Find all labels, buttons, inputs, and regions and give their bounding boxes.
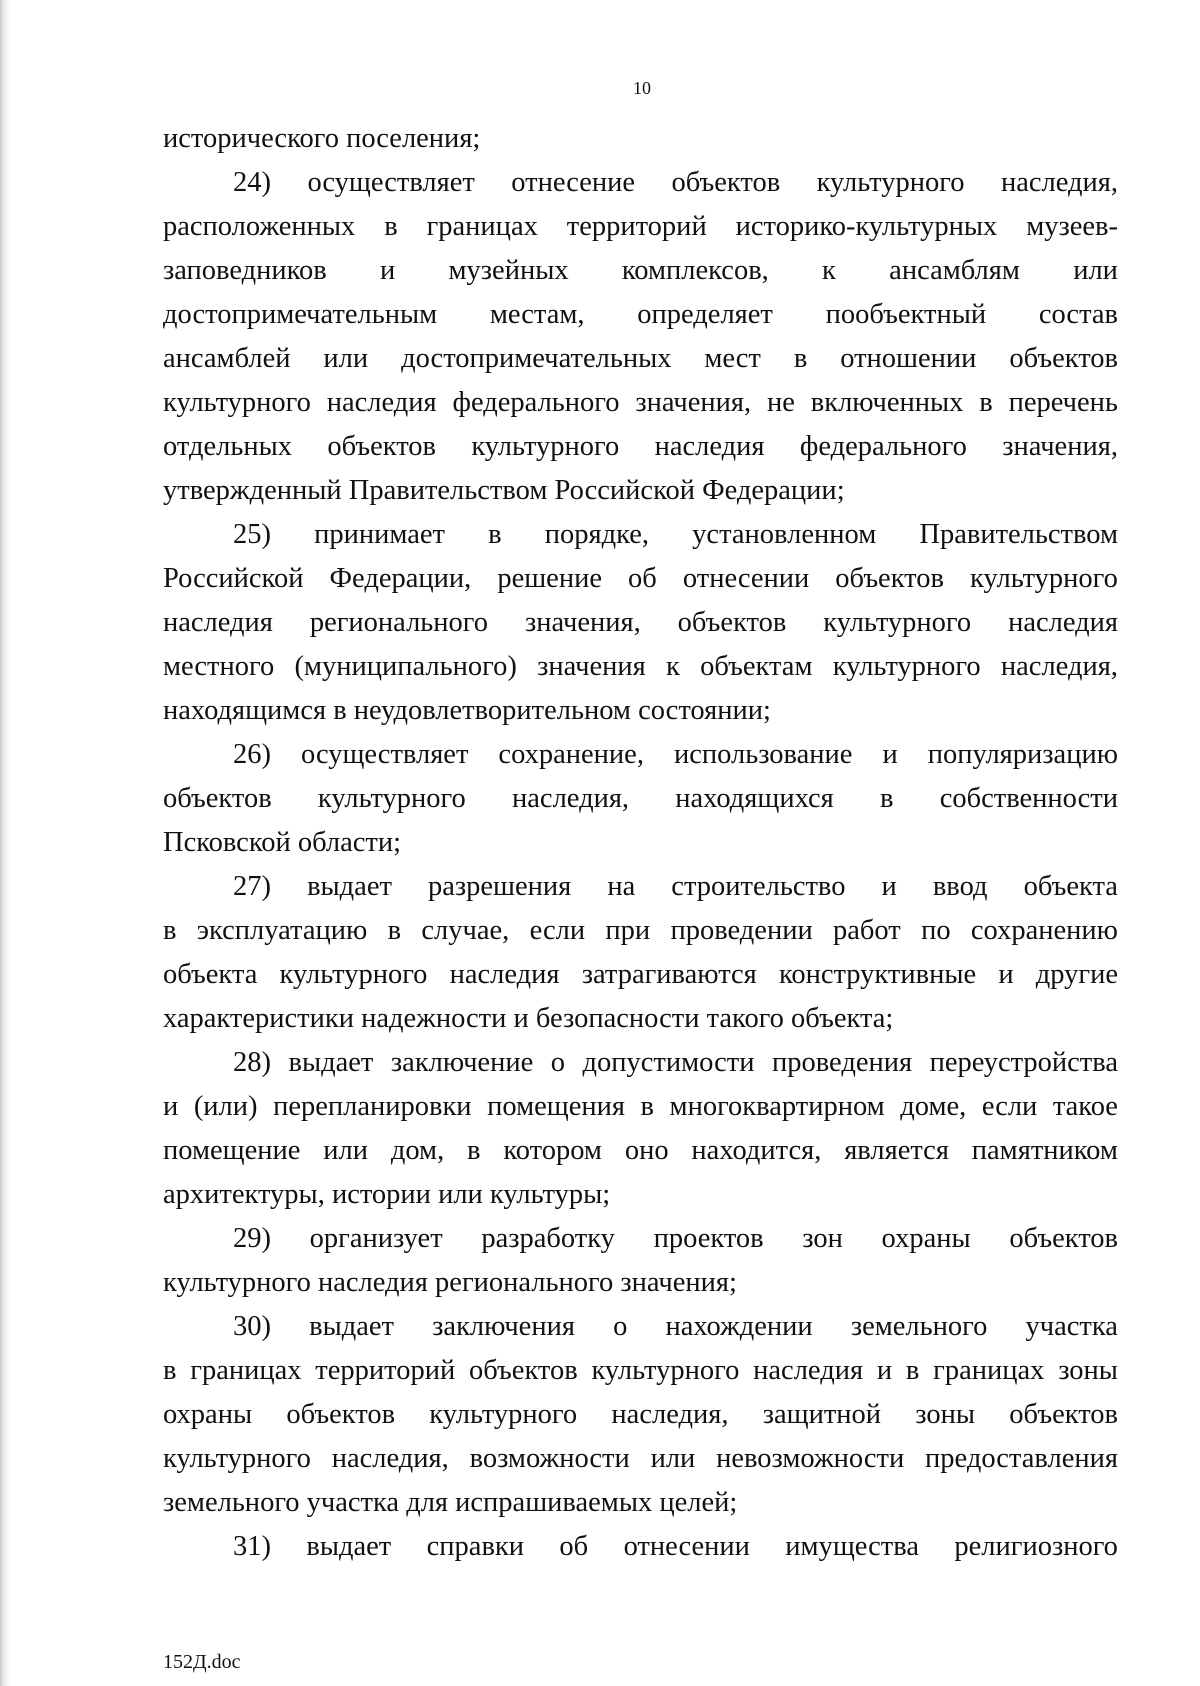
word: переустройства — [929, 1047, 1118, 1078]
word: культурного — [163, 387, 311, 418]
word: и — [163, 1091, 179, 1122]
word: доме, — [900, 1091, 967, 1122]
word: наследия — [326, 387, 437, 418]
word: об — [628, 563, 657, 594]
text-line — [163, 425, 1118, 469]
word: достопримечательным — [163, 299, 438, 330]
text-line — [163, 381, 1118, 425]
word: наследия, — [512, 783, 630, 814]
word: разрешения — [428, 871, 572, 902]
word: находится, — [691, 1135, 822, 1166]
text-line — [163, 953, 1118, 997]
text-line — [163, 293, 1118, 337]
text-line — [163, 1305, 1118, 1349]
word: если — [981, 1091, 1038, 1122]
word: и — [379, 255, 396, 286]
word: организует — [309, 1223, 443, 1254]
word: культурного — [823, 607, 972, 638]
word: выдает — [309, 1311, 395, 1342]
word: федерального — [452, 387, 620, 418]
word: заповедников — [163, 255, 327, 286]
word: Правительством — [919, 519, 1118, 550]
word: нахождении — [665, 1311, 813, 1342]
text-line — [163, 249, 1118, 293]
word: и — [881, 871, 897, 902]
scan-edge — [0, 0, 10, 1686]
word: культурного — [279, 959, 428, 990]
word: в — [793, 343, 808, 374]
word: установленном — [692, 519, 877, 550]
text-line: характеристики надежности и безопасности такого объекта; — [163, 1003, 894, 1034]
word: и — [876, 1355, 893, 1386]
word: конструктивные — [778, 959, 977, 990]
word: культурного — [816, 167, 965, 198]
word: федерального — [799, 431, 967, 462]
word: отдельных — [163, 431, 292, 462]
word: затрагиваются — [581, 959, 757, 990]
word: в — [880, 783, 894, 814]
word: случае, — [421, 915, 510, 946]
word: или — [650, 1443, 696, 1474]
word: достопримечательных — [401, 343, 672, 374]
word: музеев- — [1026, 211, 1118, 242]
word: (или) — [193, 1091, 258, 1122]
text-line: культурного наследия регионального значения; — [163, 1267, 737, 1298]
word: объектов — [677, 607, 787, 638]
text-line: исторического поселения; — [163, 123, 481, 154]
word: популяризацию — [927, 739, 1118, 770]
word: такое — [1052, 1091, 1118, 1122]
word: объектов — [671, 167, 781, 198]
word: охраны — [881, 1223, 971, 1254]
text-line — [163, 1437, 1118, 1481]
word: проведении — [670, 915, 813, 946]
word: культурного — [591, 1355, 740, 1386]
word: ансамблей — [163, 343, 291, 374]
word: перепланировки — [273, 1091, 472, 1122]
word: в — [488, 519, 502, 550]
word: объектов — [1009, 1399, 1118, 1430]
word: зон — [802, 1223, 843, 1254]
word: допустимости — [582, 1047, 755, 1078]
word: ансамблям — [889, 255, 1020, 286]
word: отнесении — [682, 563, 810, 594]
word: в — [640, 1091, 654, 1122]
word: культурного — [471, 431, 620, 462]
word: территорий — [566, 211, 707, 242]
word: музейных — [448, 255, 569, 286]
word: Федерации, — [329, 563, 472, 594]
word: объектов — [1009, 1223, 1118, 1254]
word: в — [163, 915, 177, 946]
word: эксплуатацию — [196, 915, 368, 946]
word: объектов — [286, 1399, 396, 1430]
word: в — [979, 387, 993, 418]
word: значения — [537, 651, 646, 682]
word: комплексов, — [621, 255, 769, 286]
page-number: 10 — [633, 78, 651, 98]
word: если — [529, 915, 586, 946]
word: объектов — [327, 431, 437, 462]
word: или — [323, 343, 369, 374]
word: ввод — [932, 871, 988, 902]
word: невозможности — [716, 1443, 905, 1474]
word: оно — [624, 1135, 669, 1166]
word: наследия — [753, 1355, 864, 1386]
word: и — [882, 739, 898, 770]
word: проектов — [653, 1223, 764, 1254]
word: принимает — [314, 519, 445, 550]
word: 29) — [233, 1223, 271, 1254]
word: имущества — [785, 1531, 919, 1562]
word: использование — [673, 739, 853, 770]
word: о — [613, 1311, 628, 1342]
file-name: 152Д.doc — [163, 1651, 241, 1673]
text-line — [163, 645, 1118, 689]
word: решение — [497, 563, 602, 594]
word: помещение — [163, 1135, 301, 1166]
word: в — [384, 211, 398, 242]
word: разработку — [481, 1223, 615, 1254]
text-line — [163, 1217, 1118, 1261]
word: в — [163, 1355, 177, 1386]
word: и — [998, 959, 1014, 990]
text-line — [163, 733, 1118, 777]
text-line: находящимся в неудовлетворительном состоянии; — [163, 695, 771, 726]
word: наследия — [449, 959, 560, 990]
word: религиозного — [954, 1531, 1118, 1562]
word: в — [387, 915, 402, 946]
word: пообъектный — [825, 299, 987, 330]
word: на — [607, 871, 636, 902]
word: наследия, — [1000, 167, 1118, 198]
word: по — [921, 915, 951, 946]
word: о — [550, 1047, 565, 1078]
word: проведения — [772, 1047, 913, 1078]
word: культурного — [317, 783, 466, 814]
word: границах — [933, 1355, 1045, 1386]
text-line: архитектуры, истории или культуры; — [163, 1179, 611, 1210]
word: местного — [163, 651, 275, 682]
word: наследия — [1008, 607, 1118, 638]
word: к — [666, 651, 680, 682]
word: охраны — [163, 1399, 253, 1430]
word: наследия, — [1000, 651, 1118, 682]
word: находящихся — [675, 783, 834, 814]
word: объекта — [1023, 871, 1118, 902]
word: 24) — [233, 167, 271, 198]
text-line — [163, 865, 1118, 909]
word: объектам — [700, 651, 813, 682]
text-line — [163, 1393, 1118, 1437]
word: зоны — [1058, 1355, 1118, 1386]
word: защитной — [762, 1399, 882, 1430]
word: не — [767, 387, 795, 418]
word: состав — [1038, 299, 1118, 330]
text-line — [163, 601, 1118, 645]
word: отнесении — [623, 1531, 750, 1562]
word: объектов — [1009, 343, 1118, 374]
word: сохранению — [970, 915, 1118, 946]
text-line — [163, 1041, 1118, 1085]
word: культурного — [832, 651, 981, 682]
word: границах — [190, 1355, 302, 1386]
word: значения, — [635, 387, 752, 418]
text-line — [163, 1525, 1118, 1569]
word: регионального — [309, 607, 489, 638]
word: отнесение — [511, 167, 636, 198]
word: объектов — [835, 563, 944, 594]
word: сохранение, — [498, 739, 644, 770]
word: или — [323, 1135, 368, 1166]
word: строительство — [671, 871, 846, 902]
word: к — [822, 255, 836, 286]
word: порядке, — [544, 519, 650, 550]
text-line — [163, 557, 1118, 601]
text-line — [163, 513, 1118, 557]
word: котором — [503, 1135, 602, 1166]
word: наследия, — [331, 1443, 449, 1474]
word: расположенных — [163, 211, 356, 242]
word: местам, — [489, 299, 585, 330]
word: в — [905, 1355, 920, 1386]
word: выдает — [307, 871, 392, 902]
text-line — [163, 161, 1118, 205]
word: перечень — [1008, 387, 1118, 418]
word: мест — [704, 343, 761, 374]
word: в — [467, 1135, 481, 1166]
word: объекта — [163, 959, 258, 990]
word: значения, — [524, 607, 641, 638]
text-line: утвержденный Правительством Российской Федерации; — [163, 475, 845, 506]
word: определяет — [637, 299, 773, 330]
word: многоквартирном — [669, 1091, 885, 1122]
word: памятником — [971, 1135, 1118, 1166]
word: культурного — [163, 1443, 311, 1474]
word: 27) — [233, 871, 271, 902]
word: осуществляет — [301, 739, 469, 770]
word: 28) — [233, 1047, 271, 1078]
word: 26) — [233, 739, 271, 770]
word: возможности — [469, 1443, 630, 1474]
word: работ — [833, 915, 901, 946]
word: наследия — [654, 431, 765, 462]
word: заключения — [432, 1311, 575, 1342]
word: отношении — [840, 343, 977, 374]
word: объектов — [469, 1355, 578, 1386]
word: включенных — [810, 387, 964, 418]
text-line: земельного участка для испрашиваемых целей; — [163, 1487, 738, 1518]
text-line — [163, 205, 1118, 249]
word: выдает — [288, 1047, 374, 1078]
word: (муниципального) — [294, 651, 517, 682]
word: дом, — [390, 1135, 445, 1166]
text-line — [163, 337, 1118, 381]
word: является — [844, 1135, 949, 1166]
word: наследия — [163, 607, 273, 638]
document-body — [163, 117, 1118, 1569]
word: культурного — [970, 563, 1118, 594]
word: 31) — [233, 1531, 271, 1562]
text-line — [163, 1085, 1118, 1129]
word: заключение — [390, 1047, 534, 1078]
word: наследия, — [611, 1399, 729, 1430]
word: при — [605, 915, 651, 946]
word: выдает — [306, 1531, 392, 1562]
word: значения, — [1002, 431, 1118, 462]
text-line — [163, 777, 1118, 821]
text-line: Псковской области; — [163, 827, 402, 858]
word: справки — [426, 1531, 525, 1562]
word: территорий — [315, 1355, 456, 1386]
word: историко-культурных — [735, 211, 998, 242]
word: культурного — [429, 1399, 578, 1430]
text-line — [163, 1349, 1118, 1393]
text-line — [163, 1129, 1118, 1173]
word: 30) — [233, 1311, 271, 1342]
word: объектов — [163, 783, 272, 814]
word: об — [559, 1531, 589, 1562]
word: или — [1073, 255, 1118, 286]
word: границах — [426, 211, 538, 242]
word: предоставления — [925, 1443, 1118, 1474]
word: участка — [1025, 1311, 1118, 1342]
word: зоны — [915, 1399, 976, 1430]
word: Российской — [163, 563, 304, 594]
word: осуществляет — [307, 167, 475, 198]
word: другие — [1035, 959, 1118, 990]
word: 25) — [233, 519, 271, 550]
word: земельного — [850, 1311, 988, 1342]
word: собственности — [939, 783, 1118, 814]
text-line — [163, 909, 1118, 953]
word: помещения — [487, 1091, 625, 1122]
